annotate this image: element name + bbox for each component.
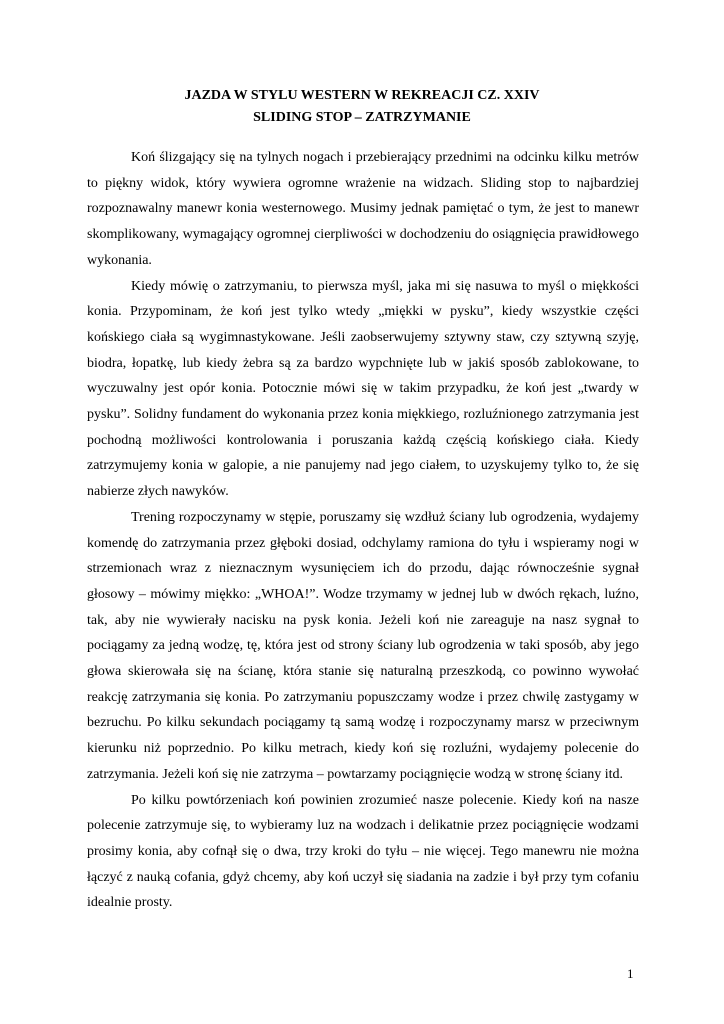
paragraph-1: Koń ślizgający się na tylnych nogach i przebierający przednimi na odcinku kilku metrów to piękny widok, który wywiera ogromne wrażenie na widzach. Sliding stop to najbardziej rozpoznawalny manewr konia westernowego. Musimy jednak pamiętać o tym, że jest to manewr skomplikowany, wymagający ogromnej cierpliwości w dochodzeniu do osiągnięcia prawidłowego wykonania. xyxy=(87,150,639,268)
paragraph-4: Po kilku powtórzeniach koń powinien zrozumieć nasze polecenie. Kiedy koń na nasze polecenie zatrzymuje się, to wybieramy luz na wodzach i delikatnie przez pociągnięcie wodzami prosimy konia, aby cofnął się o dwa, trzy kroki do tyłu – nie więcej. Tego manewru nie można łączyć z nauką cofania, gdyż chcemy, aby koń uczył się siadania na zadzie i był przy tym cofaniu idealnie prosty. xyxy=(87,792,639,911)
paragraph-3: Trening rozpoczynamy w stępie, poruszamy się wzdłuż ściany lub ogrodzenia, wydajemy komendę do zatrzymania przez głęboki dosiad, odchylamy ramiona do tyłu i wspieramy nogi w strzemionach wraz z nieznacznym wysunięciem ich do przodu, dając równocześnie sygnał głosowy – mówimy miękko: „WHOA!”. Wodze trzymamy w jednej lub w dwóch rękach, luźno, tak, aby nie wywierały nacisku na pysk konia. Jeżeli koń nie zareaguje na nasz sygnał to pociągamy za jedną wodzę, tę, która jest od strony ściany lub ogrodzenia w taki sposób, aby jego głowa skierowała się na ścianę, która stanie się naturalną przeszkodą, co powinno wywołać reakcję zatrzymania się konia. Po zatrzymaniu popuszczamy wodze i przez chwilę zastygamy w bezruchu. Po kilku sekundach pociągamy tą samą wodzę i rozpoczynamy marsz w przeciwnym kierunku niż poprzednio. Po kilku metrach, kiedy koń się rozluźni, wydajemy polecenie do zatrzymania. Jeżeli koń się nie zatrzyma – powtarzamy pociągnięcie wodzą w stronę ściany itd. xyxy=(87,509,639,782)
document-body xyxy=(87,145,639,916)
paragraph-2: Kiedy mówię o zatrzymaniu, to pierwsza myśl, jaka mi się nasuwa to myśl o miękkości konia. Przypominam, że koń jest tylko wtedy „miękki w pysku”, kiedy wszystkie części końskiego ciała są wygimnastykowane. Jeśli zaobserwujemy sztywny staw, czy sztywną szyję, biodra, łopatkę, lub kiedy żebra są za bardzo wypchnięte lub w jakiś sposób zablokowane, to wyczuwalny jest opór konia. Potocznie mówi się w takim przypadku, że koń jest „twardy w pysku”. Solidny fundament do wykonania przez konia miękkiego, rozluźnionego zatrzymania jest pochodną możliwości kontrolowania i poruszania każdą częścią końskiego ciała. Kiedy zatrzymujemy konia w galopie, a nie panujemy nad jego ciałem, to uzyskujemy tylko to, że się nabierze złych nawyków. xyxy=(87,278,639,500)
document-title: JAZDA W STYLU WESTERN W REKREACJI CZ. XXIV xyxy=(184,88,540,103)
document-subtitle: SLIDING STOP – ZATRZYMANIE xyxy=(253,110,471,125)
page-number: 1 xyxy=(627,966,634,981)
